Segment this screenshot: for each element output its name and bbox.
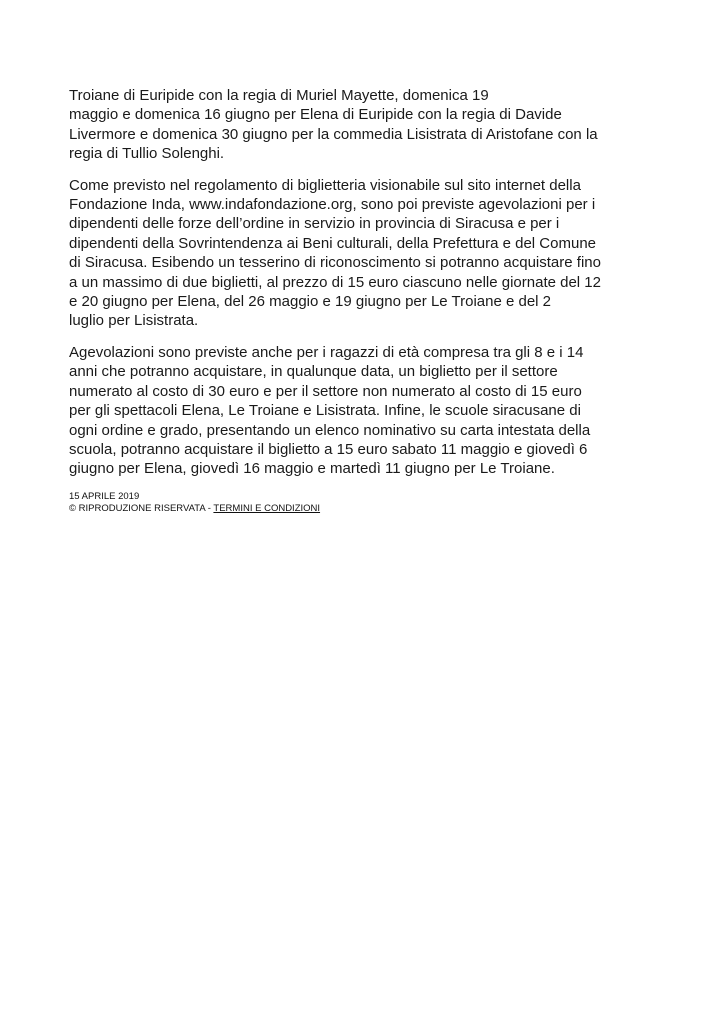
paragraph-line: Come previsto nel regolamento di biglietteria visionabile sul sito internet della [69,176,581,194]
paragraph-line: di Siracusa. Esibendo un tesserino di riconoscimento si potranno acquistare fino [69,254,601,272]
paragraph-line: giugno per Elena, giovedì 16 maggio e martedì 11 giugno per Le Troiane. [69,460,555,478]
paragraph-line: dipendenti delle forze dell’ordine in servizio in provincia di Siracusa e per i [69,215,560,233]
article-paragraph [69,86,669,164]
terms-link[interactable]: TERMINI E CONDIZIONI [213,503,321,515]
article-page [69,86,669,516]
paragraph-line: Agevolazioni sono previste anche per i ragazzi di età compresa tra gli 8 e i 14 [69,343,584,361]
paragraph-line: anni che potranno acquistare, in qualunque data, un biglietto per il settore [69,363,558,381]
copyright-line [69,503,669,516]
article-paragraph [69,176,669,331]
article-footer [69,491,669,516]
article-body [69,86,669,479]
article-paragraph [69,343,669,479]
paragraph-line: dipendenti della Sovrintendenza ai Beni culturali, della Prefettura e del Comune [69,234,596,252]
paragraph-line: a un massimo di due biglietti, al prezzo di 15 euro ciascuno nelle giornate del 12 [69,273,601,291]
paragraph-line: Fondazione Inda, www.indafondazione.org, sono poi previste agevolazioni per i [69,196,596,214]
paragraph-line: per gli spettacoli Elena, Le Troiane e Lisistrata. Infine, le scuole siracusane di [69,402,581,420]
paragraph-line: ogni ordine e grado, presentando un elenco nominativo su carta intestata della [69,421,591,439]
publication-date: 15 APRILE 2019 [69,490,140,502]
paragraph-line: e 20 giugno per Elena, del 26 maggio e 19 giugno per Le Troiane e del 2 [69,293,552,311]
paragraph-line: numerato al costo di 30 euro e per il settore non numerato al costo di 15 euro [69,382,582,400]
paragraph-line: regia di Tullio Solenghi. [69,145,225,163]
paragraph-line: maggio e domenica 16 giugno per Elena di Euripide con la regia di Davide [69,106,562,124]
copyright-notice: © RIPRODUZIONE RISERVATA - [69,503,214,515]
paragraph-line: scuola, potranno acquistare il biglietto a 15 euro sabato 11 maggio e giovedì 6 [69,440,588,458]
paragraph-line: Troiane di Euripide con la regia di Muriel Mayette, domenica 19 [69,87,489,104]
paragraph-line: luglio per Lisistrata. [69,312,199,330]
paragraph-line: Livermore e domenica 30 giugno per la commedia Lisistrata di Aristofane con la [69,125,598,143]
